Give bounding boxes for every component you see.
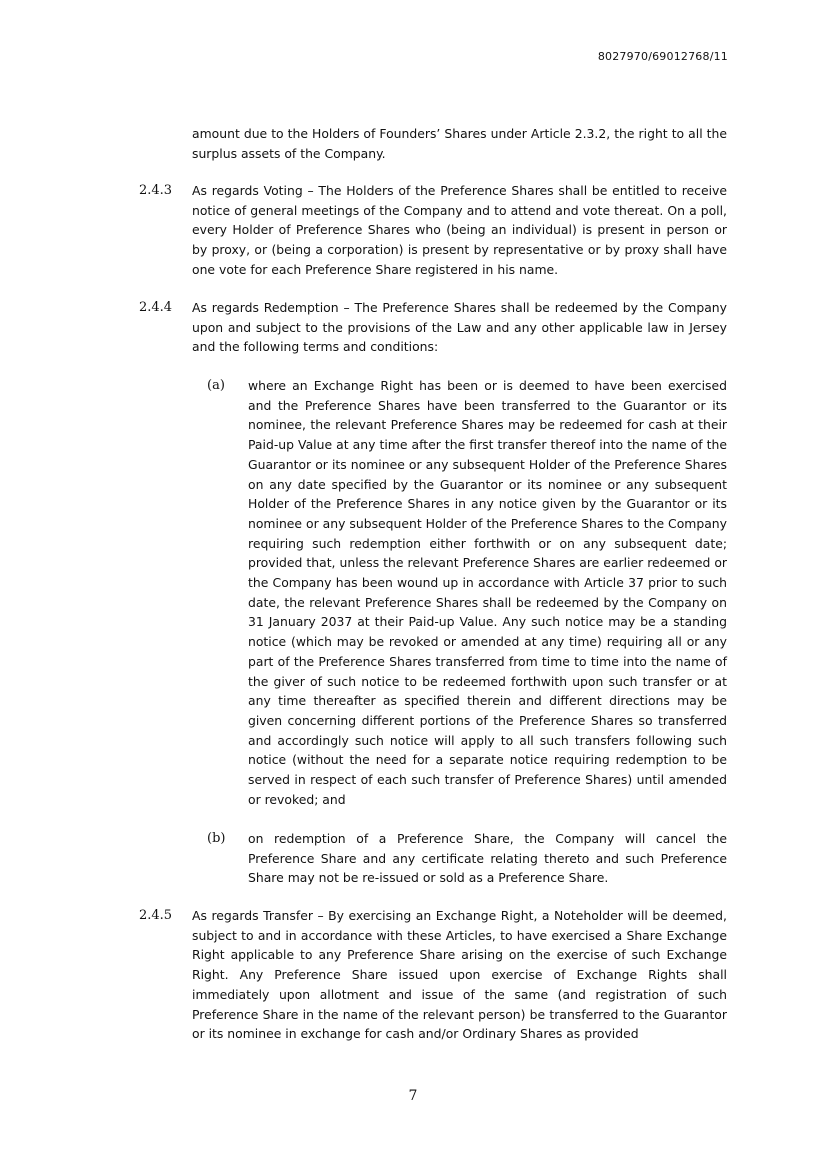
subitem-label-a: (a) bbox=[207, 378, 225, 393]
section-text-voting: As regards Voting – The Holders of the Preference Shares shall be entitled to receive notice of general meetings of the Company and to attend and vote thereat. On a poll, every Holder of Preference Shares who (being an individual) is present in person or by proxy, or (being a corporation) is present by representative or by proxy shall have one vote for each Preference Share registered in his name. bbox=[192, 183, 727, 277]
subitem-text-a: where an Exchange Right has been or is deemed to have been exercised and the Preference Shares have been transferred to the Guarantor or its nominee, the relevant Preference Shares may be redeemed for cash at their Paid-up Value at any time after the first transfer thereof into the name of the Guarantor or its nominee or any subsequent Holder of the Preference Shares on any date specified by the Guarantor or its nominee or any subsequent Holder of the Preference Shares in any notice given by the Guarantor or its nominee or any subsequent Holder of the Preference Shares to the Company requiring such redemption either forthwith or on any subsequent date; provided that, unless the relevant Preference Shares are earlier redeemed or the Company has been wound up in accordance with Article 37 prior to such date, the relevant Preference Shares shall be redeemed by the Company on 31 January 2037 at their Paid-up Value. Any such notice may be a standing notice (which may be revoked or amended at any time) requiring all or any part of the Preference Shares transferred from time to time into the name of the giver of such notice to be redeemed forthwith upon such transfer or at any time thereafter as specified therein and different directions may be given concerning different portions of the Preference Shares so transferred and accordingly such notice will apply to all such transfers following such notice (without the need for a separate notice requiring redemption to be served in respect of each such transfer of Preference Shares) until amended or revoked; and bbox=[248, 378, 727, 807]
section-number-2-4-5: 2.4.5 bbox=[139, 908, 173, 923]
page-number: 7 bbox=[408, 1088, 418, 1104]
subitem-text-b: on redemption of a Preference Share, the Company will cancel the Preference Share and any certificate relating thereto and such Preference Share may not be re-issued or sold as a Preference Share. bbox=[248, 831, 727, 886]
section-text-transfer: As regards Transfer – By exercising an Exchange Right, a Noteholder will be deemed, subject to and in accordance with these Articles, to have exercised a Share Exchange Right applicable to any Preference Share arising on the exercise of such Exchange Right. Any Preference Share issued upon exercise of Exchange Rights shall immediately upon allotment and issue of the same (and registration of such Preference Share in the name of the relevant person) be transferred to the Guarantor or its nominee in exchange for cash and/or Ordinary Shares as provided bbox=[192, 908, 727, 1042]
continuation-paragraph: amount due to the Holders of Founders’ Shares under Article 2.3.2, the right to all the surplus assets of the Company. bbox=[192, 126, 727, 161]
subitem-label-b: (b) bbox=[207, 831, 226, 846]
section-text-redemption: As regards Redemption – The Preference Shares shall be redeemed by the Company upon and subject to the provisions of the Law and any other applicable law in Jersey and the following terms and conditions: bbox=[192, 300, 727, 355]
document-reference: 8027970/69012768/11 bbox=[597, 50, 728, 63]
section-number-2-4-4: 2.4.4 bbox=[139, 300, 173, 315]
section-number-2-4-3: 2.4.3 bbox=[139, 183, 173, 198]
